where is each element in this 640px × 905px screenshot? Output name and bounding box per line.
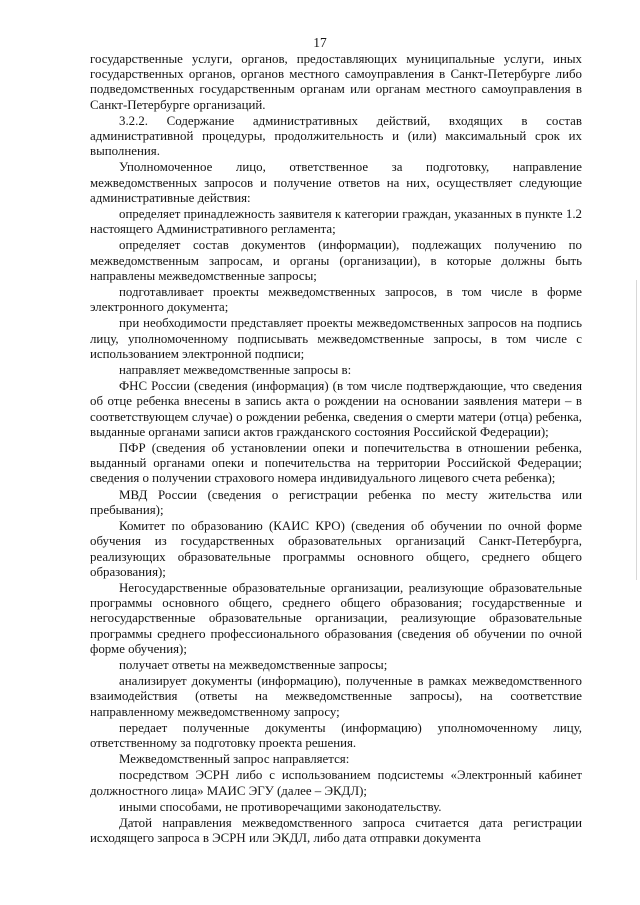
paragraph: Уполномоченное лицо, ответственное за подготовку, направление межведомственных запросов и получение ответов на них, осуществляет следующие административные действия: (90, 160, 582, 205)
paragraph: Датой направления межведомственного запроса считается дата регистрации исходящего запроса в ЭСРН или ЭКДЛ, либо дата отправки документа (90, 815, 582, 846)
document-body (90, 52, 582, 847)
paragraph: определяет принадлежность заявителя к категории граждан, указанных в пункте 1.2 настоящего Административного регламента; (90, 207, 582, 237)
paragraph: направляет межведомственные запросы в: (119, 363, 352, 378)
paragraph: Комитет по образованию (КАИС КРО) (сведения об обучении по очной форме обучения из государственных образовательных организаций Санкт-Петербурга, реализующих образовательные программы основного общего, среднего общего образования); (90, 519, 582, 579)
paragraph: ПФР (сведения об установлении опеки и попечительства в отношении ребенка, выданный органами опеки и попечительства на территории Российской Федерации; сведения о получении страхового номера индивидуального лицевого счета ребенка); (90, 441, 582, 486)
paragraph: посредством ЭСРН либо с использованием подсистемы «Электронный кабинет должностного лица» МАИС ЭГУ (далее – ЭКДЛ); (90, 768, 582, 798)
paragraph: получает ответы на межведомственные запросы; (119, 657, 388, 672)
paragraph: ФНС России (сведения (информация) (в том числе подтверждающие, что сведения об отце ребенка внесены в запись акта о рождении на основании заявления матери – в соответствующем случае) о рождении ребенка, сведения о смерти матери (отца) ребенка, выданные органами записи актов гражданского состояния Российской Федерации); (90, 379, 582, 439)
paragraph: передает полученные документы (информацию) уполномоченному лицу, ответственному за подготовку проекта решения. (90, 720, 582, 750)
paragraph: определяет состав документов (информации), подлежащих получению по межведомственным запросам, и органы (организации), в которые должны быть направлены межведомственные запросы; (90, 238, 582, 283)
scan-edge-line (636, 280, 637, 580)
paragraph: Негосударственные образовательные организации, реализующие образовательные программы основного общего, среднего общего образования; государственные и негосударственные образовательные организации, реализующие образовательные программы среднего профессионального образования (сведения об обучении по очной форме обучения); (90, 580, 582, 656)
paragraph: Межведомственный запрос направляется: (119, 752, 350, 767)
paragraph: подготавливает проекты межведомственных запросов, в том числе в форме электронного документа; (90, 285, 582, 315)
page-number: 17 (313, 35, 327, 50)
paragraph: при необходимости представляет проекты межведомственных запросов на подпись лицу, уполномоченному подписывать межведомственные запросы, в том числе с использованием электронной подписи; (90, 316, 582, 361)
paragraph: иными способами, не противоречащими законодательству. (119, 799, 442, 814)
paragraph: государственные услуги, органов, предоставляющих муниципальные услуги, иных государственных органов, органов местного самоуправления в Санкт-Петербурге либо подведомственных государственным органам или органам местного самоуправления в Санкт-Петербурге организаций. (90, 52, 582, 112)
paragraph: МВД России (сведения о регистрации ребенка по месту жительства или пребывания); (90, 487, 582, 517)
paragraph: 3.2.2. Содержание административных действий, входящих в состав административной процедуры, продолжительность и (или) максимальный срок их выполнения. (90, 113, 582, 159)
paragraph: анализирует документы (информацию), полученные в рамках межведомственного взаимодействия (ответы на межведомственные запросы), на соответствие направленному межведомственному запросу; (90, 674, 582, 719)
